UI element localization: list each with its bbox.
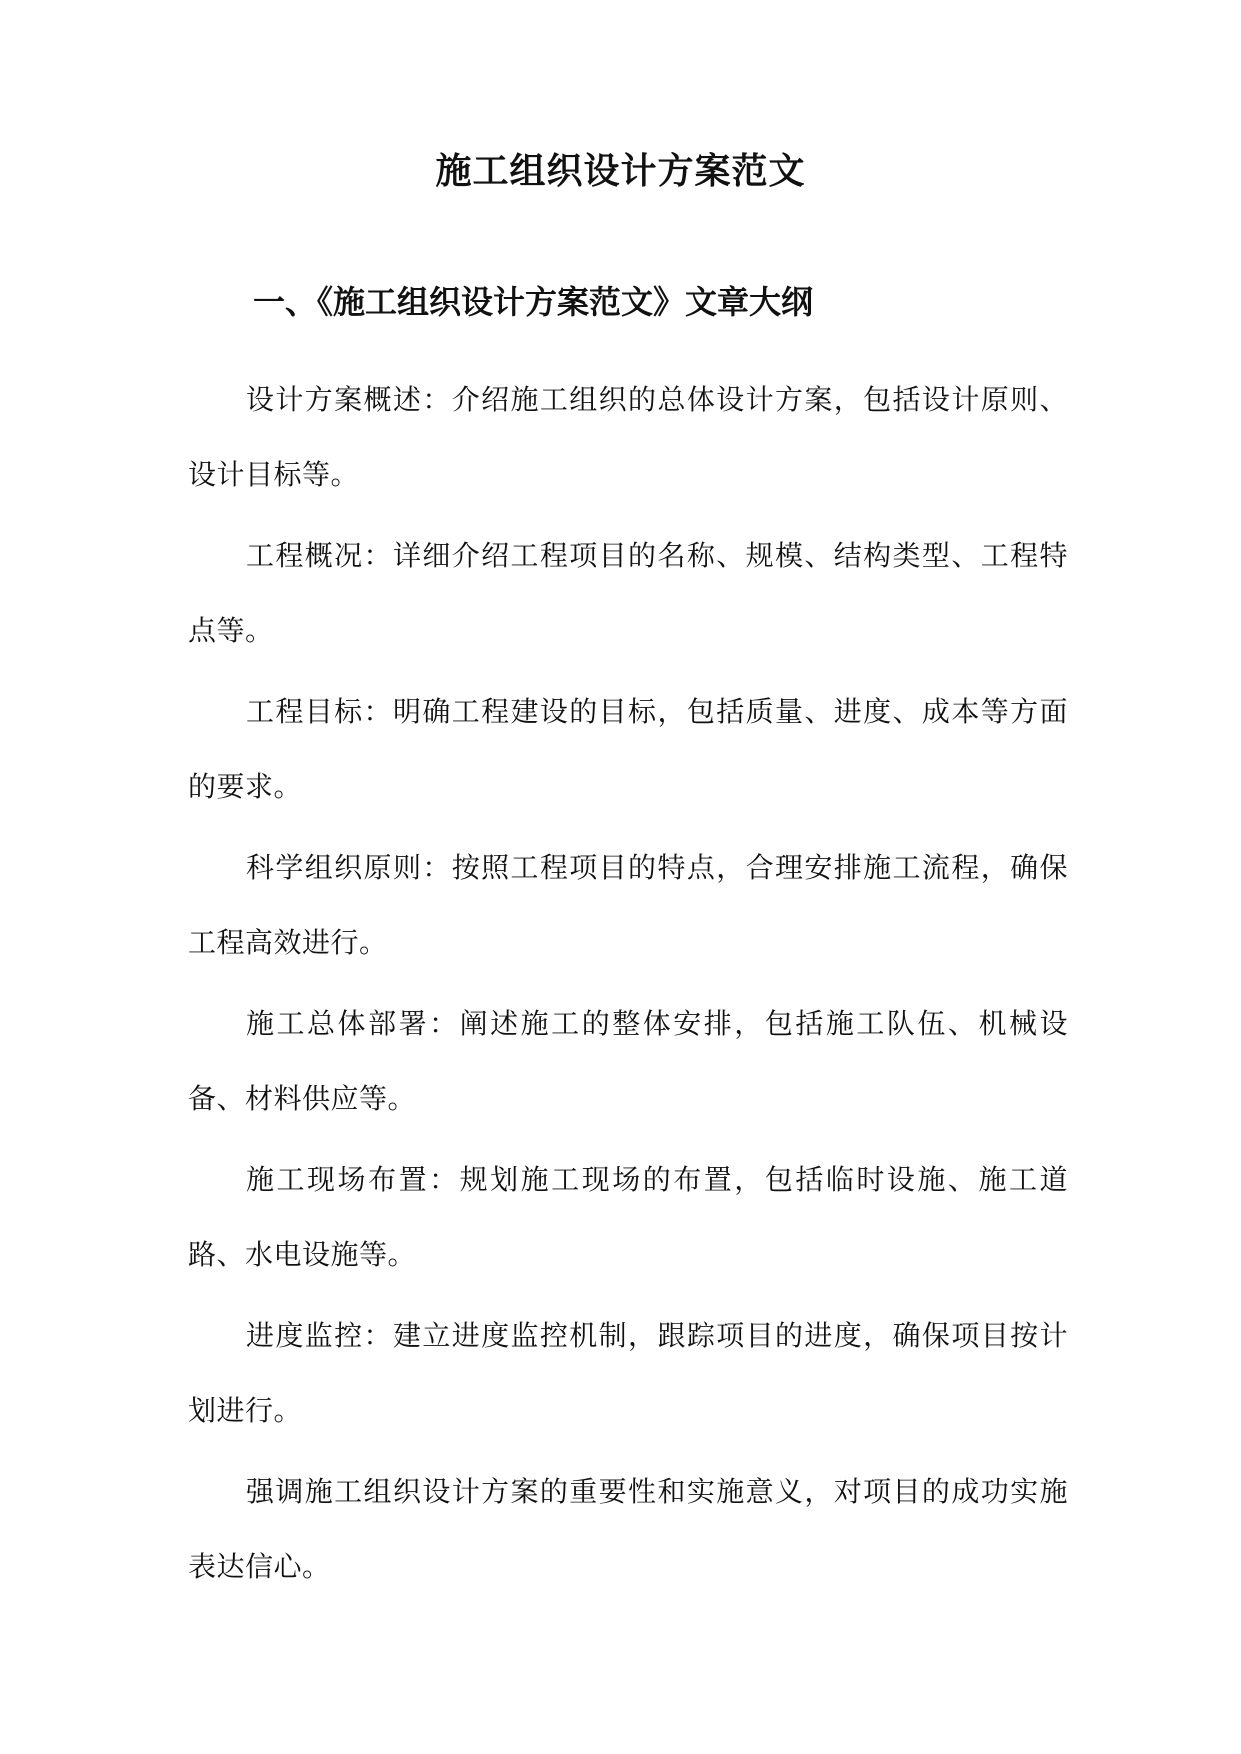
document-title: 施工组织设计方案范文 [435, 150, 806, 192]
paragraph-organization-principles: 科学组织原则：按照工程项目的特点，合理安排施工流程，确保工程高效进行。 [188, 851, 1068, 959]
paragraph-site-layout: 施工现场布置：规划施工现场的布置，包括临时设施、施工道路、水电设施等。 [188, 1163, 1068, 1271]
paragraph-project-overview: 工程概况：详细介绍工程项目的名称、规模、结构类型、工程特点等。 [188, 539, 1068, 647]
section-heading: 一、《施工组织设计方案范文》文章大纲 [253, 283, 814, 321]
paragraph-overall-deployment: 施工总体部署：阐述施工的整体安排，包括施工队伍、机械设备、材料供应等。 [188, 1007, 1068, 1115]
document-body [188, 362, 1068, 1610]
paragraph-conclusion: 强调施工组织设计方案的重要性和实施意义，对项目的成功实施表达信心。 [188, 1475, 1068, 1583]
paragraph-project-goals: 工程目标：明确工程建设的目标，包括质量、进度、成本等方面的要求。 [188, 695, 1068, 803]
paragraph-design-overview: 设计方案概述：介绍施工组织的总体设计方案，包括设计原则、设计目标等。 [188, 383, 1068, 491]
paragraph-progress-monitoring: 进度监控：建立进度监控机制，跟踪项目的进度，确保项目按计划进行。 [188, 1319, 1068, 1427]
